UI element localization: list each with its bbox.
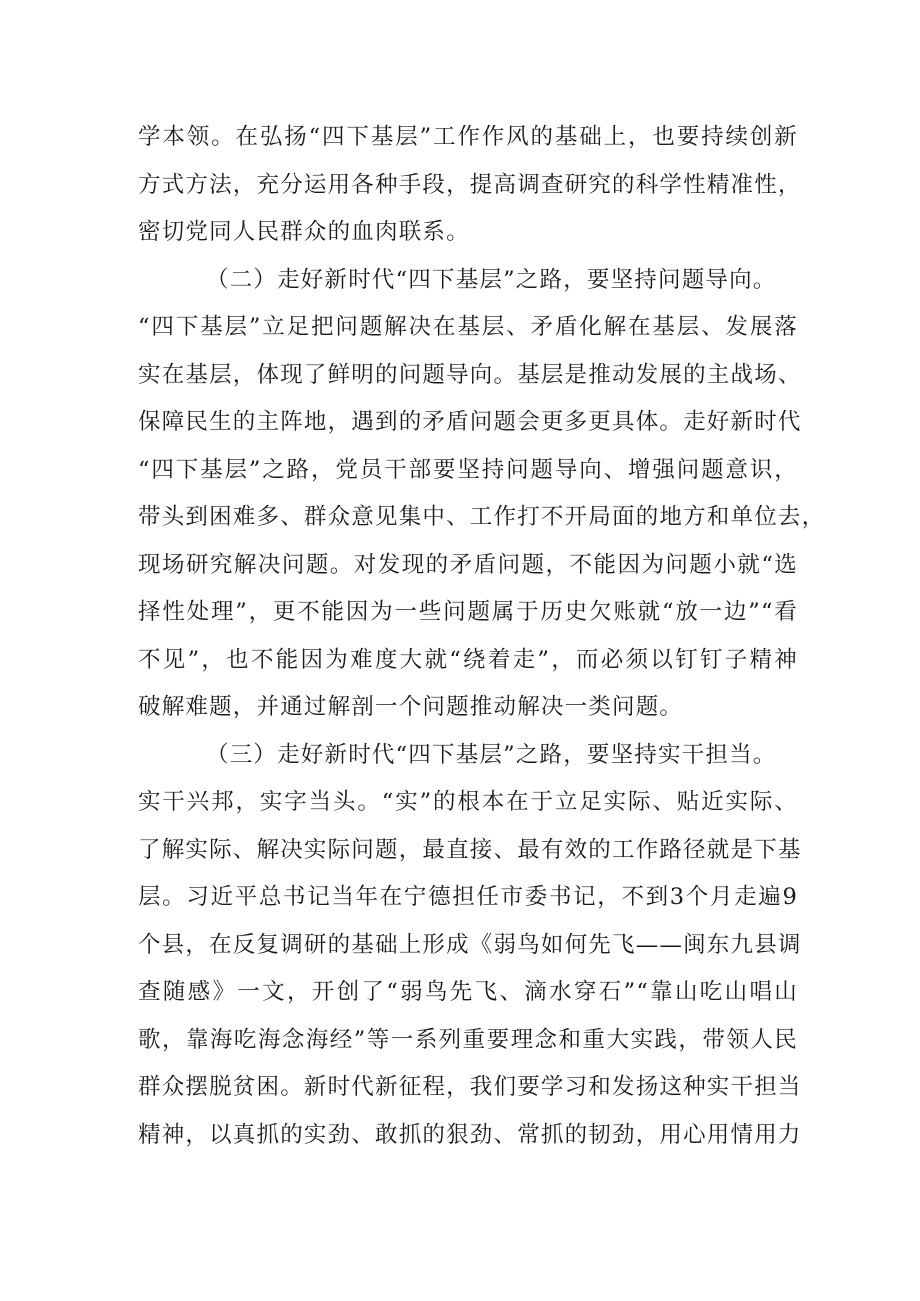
text-line: 查随感》一文，开创了“弱鸟先飞、滴水穿石”“靠山吃山唱山 <box>138 979 798 1005</box>
text-line: 精神，以真抓的实劲、敢抓的狠劲、常抓的韧劲，用心用情用力 <box>138 1121 802 1148</box>
section-heading-line: （三）走好新时代“四下基层”之路，要坚持实干担当。 <box>206 741 777 768</box>
text-line: “四下基层”立足把问题解决在基层、矛盾化解在基层、发展落 <box>138 314 798 340</box>
text-line: 带头到困难多、群众意见集中、工作打不开局面的地方和单位去， <box>138 504 826 530</box>
section-heading-line: （二）走好新时代“四下基层”之路，要坚持问题导向。 <box>206 266 777 293</box>
text-line: 现场研究解决问题。对发现的矛盾问题，不能因为问题小就“选 <box>138 551 798 578</box>
text-line: 择性处理”，更不能因为一些问题属于历史欠账就“放一边”“看 <box>138 599 798 625</box>
text-line: 方式方法，充分运用各种手段，提高调查研究的科学性精准性， <box>138 171 802 198</box>
text-line: 了解实际、解决实际问题，最直接、最有效的工作路径就是下基 <box>138 836 802 863</box>
text-line: 实在基层，体现了鲜明的问题导向。基层是推动发展的主战场、 <box>138 361 802 388</box>
text-line: 保障民生的主阵地，遇到的矛盾问题会更多更具体。走好新时代 <box>138 409 802 435</box>
text-line: 个县，在反复调研的基础上形成《弱鸟如何先飞——闽东九县调 <box>138 931 802 958</box>
text-line: 学本领。在弘扬“四下基层”工作作风的基础上，也要持续创新 <box>138 124 798 150</box>
text-line: “四下基层”之路，党员干部要坚持问题导向、增强问题意识， <box>138 456 798 483</box>
text-line: 实干兴邦，实字当头。“实”的根本在于立足实际、贴近实际、 <box>138 789 798 815</box>
text-line: 密切党同人民群众的血肉联系。 <box>138 219 470 245</box>
text-line: 不见”，也不能因为难度大就“绕着走”，而必须以钉钉子精神 <box>138 646 798 673</box>
body-text <box>138 114 826 1159</box>
text-line: 群众摆脱贫困。新时代新征程，我们要学习和发扬这种实干担当 <box>138 1074 802 1100</box>
text-line: 歌，靠海吃海念海经”等一系列重要理念和重大实践，带领人民 <box>138 1026 798 1053</box>
text-line: 层。习近平总书记当年在宁德担任市委书记，不到3个月走遍9 <box>138 884 798 910</box>
text-line: 破解难题，并通过解剖一个问题推动解决一类问题。 <box>138 694 684 720</box>
